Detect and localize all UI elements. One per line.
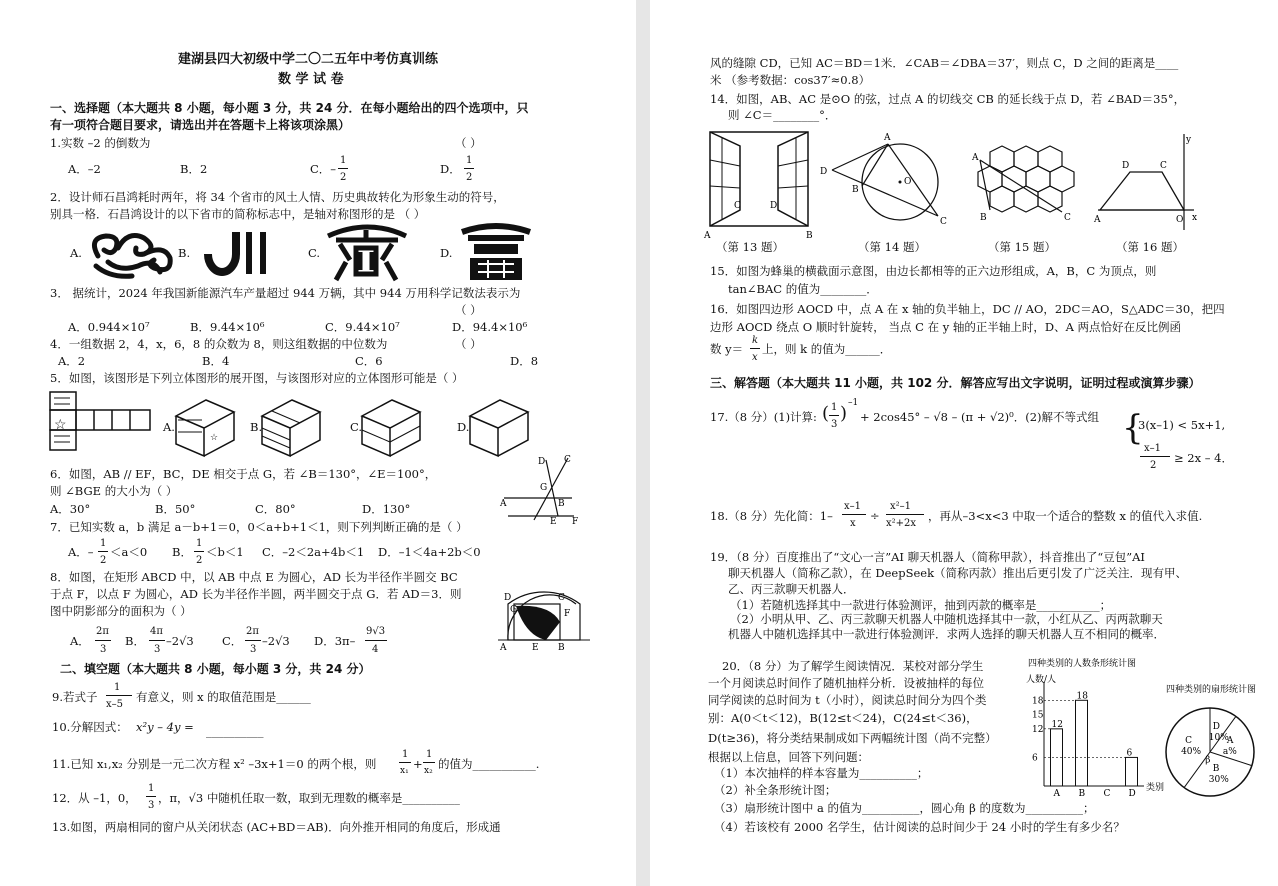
q9-num: 1	[114, 682, 121, 693]
q6-stem: 6．如图，AB // EF，BC，DE 相交于点 G，若 ∠B＝130°，∠E＝100°，	[50, 467, 437, 481]
pie-label-B: B	[1212, 763, 1220, 774]
q7-b-den: 2	[196, 555, 203, 566]
q8-label-f: F	[564, 609, 571, 619]
q1-d-den: 2	[466, 172, 473, 183]
q8-d-num: 9√3	[366, 626, 386, 637]
q7-a-tail: ＜a＜0	[110, 545, 148, 559]
q18-suffix: ，再从–3<x<3 中取一个适合的整数 x 的值代入求值.	[928, 509, 1203, 523]
q15-stem: 15．如图为蜂巢的横截面示意图，由边长都相等的正六边形组成，A，B，C 为顶点，则	[710, 264, 1157, 278]
q8-stem: 8．如图，在矩形 ABCD 中，以 AB 中点 E 为圆心，AD 长为半径作半圆交 BC	[50, 570, 458, 584]
q13-cont2: 米 （参考数据：cos37′≈0.8）	[710, 73, 871, 87]
q11-plus: +	[413, 757, 423, 771]
bar-chart-xtick-D: D	[1128, 789, 1136, 799]
q3-option-d: D．94.4×10⁶	[452, 320, 528, 334]
q18-n2: x²–1	[890, 501, 912, 512]
bar-chart-ytick: 6	[1032, 753, 1038, 764]
q18-fracbar-2	[886, 514, 924, 515]
q14-stem: 14．如图，AB、AC 是⊙O 的弦，过点 A 的切线交 CB 的延长线于点 D，若 ∠BAD＝35°，	[710, 92, 1186, 106]
q17-system-fracbar	[1140, 456, 1170, 457]
fig14-label-d: D	[820, 167, 828, 177]
q11-n1: 1	[402, 749, 409, 760]
q15-cont: tan∠BAC 的值为________．	[728, 282, 878, 296]
q1-option-a: A．–2	[68, 162, 101, 176]
q8-option-d: D．3π–	[314, 634, 356, 648]
q7-option-a: A．–	[68, 545, 94, 559]
q8-label-b: B	[558, 643, 565, 653]
q3-option-b: B．9.44×10⁶	[190, 320, 265, 334]
q8-option-b: B．	[125, 634, 145, 648]
q8-d-fracbar	[365, 640, 387, 641]
bar-chart-xtick-A: A	[1053, 789, 1060, 799]
q11-fracbar-2	[423, 762, 435, 763]
fig15-label-a: A	[972, 153, 979, 163]
fig15-caption: （第 15 题）	[988, 240, 1056, 254]
q8-b-tail: –2√3	[166, 634, 194, 648]
q6-label-c: C	[564, 455, 571, 465]
q8-option-c: C．	[222, 634, 243, 648]
fig14-label-c: C	[940, 217, 947, 227]
q3-stem: 3． 据统计，2024 年我国新能源汽车产量超过 944 万辆，其中 944 万用科学记数法表示为	[50, 286, 521, 300]
q11-suffix: 的值为___________.	[438, 757, 540, 771]
q5-cube-d	[466, 396, 530, 458]
q9-suffix: 有意义，则 x 的取值范围是______	[136, 690, 311, 704]
q11-prefix: 11.已知 x₁,x₂ 分别是一元二次方程 x² –3x+1＝0 的两个根，则	[52, 757, 377, 771]
q10-prefix: 10.分解因式：	[52, 720, 128, 734]
q6-label-f: F	[572, 517, 579, 527]
bar-chart-ytick: 18	[1032, 696, 1044, 707]
q16-num: k	[752, 335, 759, 346]
q8-label-g: G	[510, 605, 518, 615]
q20-line5: D(t≥36)，将分类结果制成如下两幅统计图（尚不完整）	[708, 731, 997, 745]
q6-option-c: C．80°	[255, 502, 296, 516]
q18-n1: x–1	[844, 501, 862, 512]
q3-option-a: A．0.944×10⁷	[68, 320, 150, 334]
q4-option-a: A．2	[58, 354, 86, 368]
bar-label-D: 6	[1126, 748, 1133, 759]
section-3-heading: 三、解答题（本大题共 11 小题，共 102 分．解答应写出文字说明，证明过程或演算步骤）	[710, 376, 1201, 390]
q20-line8: （2）补全条形统计图；	[714, 783, 837, 797]
q12-den: 3	[148, 800, 155, 811]
q8-stem3: 图中阴影部分的面积为（ ）	[50, 604, 192, 618]
q8-label-a: A	[500, 643, 507, 653]
q6-label-a: A	[500, 499, 507, 509]
q11-d2: x₂	[424, 766, 433, 776]
q5-cube-b	[258, 396, 322, 458]
fig13-label-d: D	[770, 201, 778, 211]
fig15-label-c: C	[1064, 213, 1071, 223]
q7-b-tail: ＜b＜1	[206, 545, 244, 559]
pie-beta-label: β	[1205, 755, 1211, 766]
q12-num: 1	[148, 783, 155, 794]
q20-line1: 20．（8 分）为了解学生阅读情况．某校对部分学生	[722, 659, 984, 673]
q18-d1: x	[850, 518, 856, 529]
q11-d1: x₁	[400, 766, 409, 776]
bar-chart-xtick-C: C	[1103, 789, 1111, 799]
fig15-honeycomb	[972, 146, 1082, 226]
q8-a-fracbar	[95, 640, 111, 641]
q20-line2: 一个月阅读总时间作了随机抽样分析．设被抽样的每位	[708, 676, 984, 690]
q11-n2: 1	[426, 749, 433, 760]
bar-chart-ytick: 15	[1032, 710, 1044, 721]
q19-line2: 聊天机器人（简称乙款），在 DeepSeek（简称丙款）推出后更引发了广泛关注．现有甲、	[728, 566, 1188, 580]
q6-label-e: E	[550, 517, 557, 527]
q8-label-e: E	[532, 643, 539, 653]
q7-a-den: 2	[100, 555, 107, 566]
fig14-label-b: B	[852, 185, 859, 195]
q4-option-d: D．8	[510, 354, 539, 368]
fig16-label-o: O	[1176, 215, 1184, 225]
q8-b-num: 4π	[150, 626, 163, 637]
q12-prefix: 12．从 –1，0，	[52, 791, 137, 805]
q16-cont2-prefix: 数 y＝	[710, 342, 744, 356]
q6-option-d: D．130°	[362, 502, 411, 516]
bar-chart-xtick-B: B	[1078, 789, 1086, 799]
q2-stem2: 别具一格．石昌鸿设计的以下省市的简称标志中，是轴对称图形的是 （ ）	[50, 207, 426, 221]
q2-logo-a	[88, 226, 178, 280]
fig13-window	[706, 130, 816, 240]
bar-label-A: 12	[1051, 719, 1063, 730]
q6-stem2: 则 ∠BGE 的大小为（ ）	[50, 484, 178, 498]
bar-chart-ylabel: 人数/人	[1026, 675, 1057, 685]
q9-den: x–5	[106, 699, 124, 710]
q2-option-c: C.	[308, 246, 321, 260]
q8-d-den: 4	[372, 644, 379, 655]
pie-label-A: A	[1226, 736, 1234, 747]
q8-c-tail: –2√3	[262, 634, 290, 648]
right-page	[650, 0, 1278, 886]
q17-system-line2: ≥ 2x – 4．	[1174, 451, 1233, 465]
q7-option-b: B．	[172, 545, 192, 559]
q6-label-g: G	[540, 483, 548, 493]
q18-div: ÷	[870, 509, 880, 523]
q17-system-line1: 3(x–1) < 5x+1,	[1138, 418, 1226, 432]
q17-exponent: –1	[848, 398, 859, 408]
q18-prefix: 18.（8 分）先化简：1–	[710, 509, 833, 523]
q2-option-d: D.	[440, 246, 453, 260]
q20-line10: （4）若该校有 2000 名学生，估计阅读的总时间少于 24 小时的学生有多少名？	[714, 820, 1125, 834]
q12-suffix: ，π，√3 中随机任取一数，取到无理数的概率是__________	[158, 791, 460, 805]
fig13-caption: （第 13 题）	[716, 240, 784, 254]
q20-line3: 同学阅读的总时间为 t（小时），阅读总时间分为四个类	[708, 693, 987, 707]
q1-c-den: 2	[340, 172, 347, 183]
q7-a-fracbar	[98, 551, 108, 552]
q8-c-num: 2π	[246, 626, 259, 637]
fig13-label-a: A	[704, 231, 711, 241]
q5-option-b: B.	[250, 420, 263, 434]
q8-b-fracbar	[149, 640, 165, 641]
q3-paren: （ ）	[455, 303, 482, 317]
q1-option-c: C．–	[310, 162, 337, 176]
q1-stem: 1.实数 –2 的倒数为	[50, 136, 151, 150]
q17-base-den: 3	[831, 419, 838, 430]
q19-line5: （2）小明从甲、乙、丙三款聊天机器人中随机选择其中一款，小红从乙、丙两款聊天	[730, 612, 1163, 626]
fig16-label-x: x	[1192, 213, 1198, 223]
q20-line7: （1）本次抽样的样本容量为__________；	[714, 766, 929, 780]
q13-cont: 风的缝隙 CD，已知 AC＝BD＝1米．∠CAB＝∠DBA＝37′，则点 C，D 之间的距离是____	[710, 56, 1179, 70]
q19-line4: （1）若随机选择其中一款进行体验测评，抽到丙款的概率是___________；	[730, 598, 1112, 612]
section-1-heading-cont: 有一项符合题目要求，请选出并在答题卡上将该项涂黑）	[50, 118, 351, 132]
q3-option-c: C．9.44×10⁷	[325, 320, 400, 334]
q10-blank: __________	[206, 724, 264, 738]
fig14-circle	[820, 130, 950, 230]
q5-option-d: D.	[457, 420, 470, 434]
q11-fracbar-1	[399, 762, 411, 763]
q1-d-fracbar	[464, 168, 474, 169]
fig16-quadrilateral	[1096, 132, 1196, 232]
pie-chart-title: 四种类别的扇形统计图	[1166, 685, 1257, 695]
section-2-heading: 二、填空题（本大题共 8 小题，每小题 3 分，共 24 分）	[60, 662, 371, 676]
q20-line6: 根据以上信息，回答下列问题：	[708, 750, 869, 764]
q8-c-den: 3	[250, 644, 257, 655]
q8-b-den: 3	[154, 644, 161, 655]
q16-cont: 边形 AOCD 绕点 O 顺时针旋转， 当点 C 在 y 轴的正半轴上时，D、A 两点恰好在反比例函	[710, 320, 1182, 334]
fig13-label-c: C	[734, 201, 741, 211]
q4-stem: 4．一组数据 2，4，x，6，8 的众数为 8，则这组数据的中位数为	[50, 337, 388, 351]
q12-fracbar	[146, 796, 156, 797]
q5-cube-c	[358, 396, 422, 458]
q17-den: 2	[1150, 460, 1157, 471]
q17-expression: + 2cos45° – √8 – (π + √2)⁰．(2)解不等式组	[860, 410, 1100, 424]
q1-c-num: 1	[340, 155, 347, 166]
q17-fracbar	[829, 415, 839, 416]
left-page	[0, 0, 636, 886]
q8-a-num: 2π	[96, 626, 109, 637]
fig16-label-y: y	[1186, 135, 1192, 145]
q7-a-num: 1	[100, 538, 107, 549]
q9-fracbar	[106, 695, 132, 696]
q6-figure	[500, 454, 580, 527]
pie-value-B: 30%	[1208, 774, 1229, 785]
q7-option-d: D．–1＜4a+2b＜0	[378, 545, 481, 559]
fig16-caption: （第 16 题）	[1116, 240, 1184, 254]
q19-line6: 机器人中随机选择其中一款进行体验测评．求两人选择的聊天机器人互不相同的概率．	[728, 627, 1165, 641]
q8-label-c: C	[558, 593, 565, 603]
q7-b-fracbar	[194, 551, 204, 552]
q1-c-fracbar	[338, 168, 348, 169]
q2-logo-c	[326, 222, 408, 282]
fig13-label-b: B	[806, 231, 813, 241]
q16-cont2-suffix: 上，则 k 的值为______．	[762, 342, 892, 356]
q8-label-d: D	[504, 593, 512, 603]
q1-option-b: B．2	[180, 162, 208, 176]
q2-logo-b	[198, 224, 278, 280]
pie-label-C: C	[1185, 736, 1192, 747]
q2-option-a: A.	[70, 246, 82, 260]
q6-option-a: A．30°	[50, 502, 91, 516]
q7-stem: 7．已知实数 a，b 满足 a－b+1＝0，0＜a+b+1＜1，则下列判断正确的是（ ）	[50, 520, 468, 534]
q16-fracbar	[750, 348, 760, 349]
q20-line4: 别：A(0＜t＜12)，B(12≤t＜24)，C(24≤t＜36)，	[708, 711, 978, 725]
bar-chart-xlabel: 类别	[1146, 783, 1165, 793]
fig14-caption: （第 14 题）	[858, 240, 926, 254]
q17-prefix: 17.（8 分）(1)计算:	[710, 410, 817, 424]
fig16-label-a: A	[1094, 215, 1101, 225]
q8-c-fracbar	[245, 640, 261, 641]
q4-option-b: B．4	[202, 354, 230, 368]
q17-paren-open: (	[822, 403, 830, 424]
bar-B	[1076, 700, 1088, 786]
q2-stem: 2．设计师石昌鸿耗时两年，将 34 个省市的风土人情、历史典故转化为形象生动的符号，	[50, 190, 505, 204]
bar-chart-ytick: 12	[1032, 724, 1044, 735]
q8-a-den: 3	[100, 644, 107, 655]
pie-value-C: 40%	[1181, 747, 1202, 758]
exam-title: 建湖县四大初级中学二〇二五年中考仿真训练	[178, 52, 439, 67]
q17-paren-close: )	[840, 403, 848, 424]
q19-line3: 乙、丙三款聊天机器人．	[728, 582, 855, 596]
fig15-label-b: B	[980, 213, 987, 223]
bar-label-B: 18	[1076, 691, 1088, 702]
q20-line9: （3）扇形统计图中 a 的值为__________，圆心角 β 的度数为__________；	[714, 801, 1095, 815]
q1-paren: （ ）	[455, 136, 482, 150]
q1-d-num: 1	[466, 155, 473, 166]
q19-line1: 19．（8 分）百度推出了“文心一言”AI 聊天机器人（简称甲款），抖音推出了“豆包”AI	[710, 550, 1145, 564]
q5-option-a: A.	[163, 420, 175, 434]
pie-value-A: a%	[1222, 747, 1237, 758]
pie-value-D: 10%	[1208, 733, 1229, 744]
q17-base-num: 1	[831, 402, 838, 413]
q6-label-d: D	[538, 457, 546, 467]
fig16-label-c: C	[1160, 161, 1167, 171]
bar-chart-title: 四种类别的人数条形统计图	[1028, 659, 1137, 669]
q8-stem2: 于点 F，以点 F 为圆心，AD 长为半径作半圆，两半圆交于点 G．若 AD＝3．则	[50, 587, 462, 601]
q17-num: x–1	[1144, 443, 1162, 454]
q13-stem: 13.如图，两扇相同的窗户从关闭状态 (AC+BD＝AB)．向外推开相同的角度后，形成通	[52, 820, 501, 834]
q2-option-b: B.	[178, 246, 191, 260]
q4-option-c: C．6	[355, 354, 383, 368]
q16-stem: 16．如图四边形 AOCD 中，点 A 在 x 轴的负半轴上，DC // AO，2DC＝AO，S△ADC＝30，把四	[710, 302, 1225, 316]
q6-label-b: B	[558, 499, 565, 509]
q5-cube-a	[172, 396, 236, 458]
q1-option-d: D．	[440, 162, 461, 176]
bar-D	[1126, 757, 1138, 786]
q5-stem: 5．如图，该图形是下列立体图形的展开图，与该图形对应的立体图形可能是（ ）	[50, 371, 464, 385]
fig14-label-a: A	[884, 133, 891, 143]
q6-option-b: B．50°	[155, 502, 196, 516]
q14-cont: 则 ∠C＝________°．	[728, 108, 837, 122]
q18-d2: x²+2x	[886, 518, 917, 529]
section-1-heading: 一、选择题（本大题共 8 小题，每小题 3 分，共 24 分．在每小题给出的四个选项中，只	[50, 101, 529, 115]
q9-prefix: 9.若式子	[52, 690, 98, 704]
pie-chart	[1162, 680, 1258, 810]
q7-option-c: C．–2＜2a+4b＜1	[262, 545, 365, 559]
q8-figure	[494, 570, 594, 653]
exam-subtitle: 数 学 试 卷	[278, 72, 344, 87]
q5-option-c: C.	[350, 420, 363, 434]
q8-option-a: A．	[70, 634, 90, 648]
q10-expression: x²y – 4y =	[136, 720, 194, 734]
q5-star-icon: ☆	[54, 417, 67, 433]
bar-chart	[1018, 658, 1165, 799]
fig16-label-d: D	[1122, 161, 1130, 171]
q7-b-num: 1	[196, 538, 203, 549]
q4-paren: （ ）	[455, 337, 482, 351]
q16-den: x	[752, 352, 758, 363]
pie-label-D: D	[1212, 722, 1221, 733]
q17-system-brace: {	[1122, 408, 1144, 448]
q2-logo-d	[460, 222, 532, 284]
fig14-label-o: O	[904, 177, 912, 187]
q18-fracbar-1	[842, 514, 866, 515]
svg-text:☆: ☆	[210, 433, 219, 443]
